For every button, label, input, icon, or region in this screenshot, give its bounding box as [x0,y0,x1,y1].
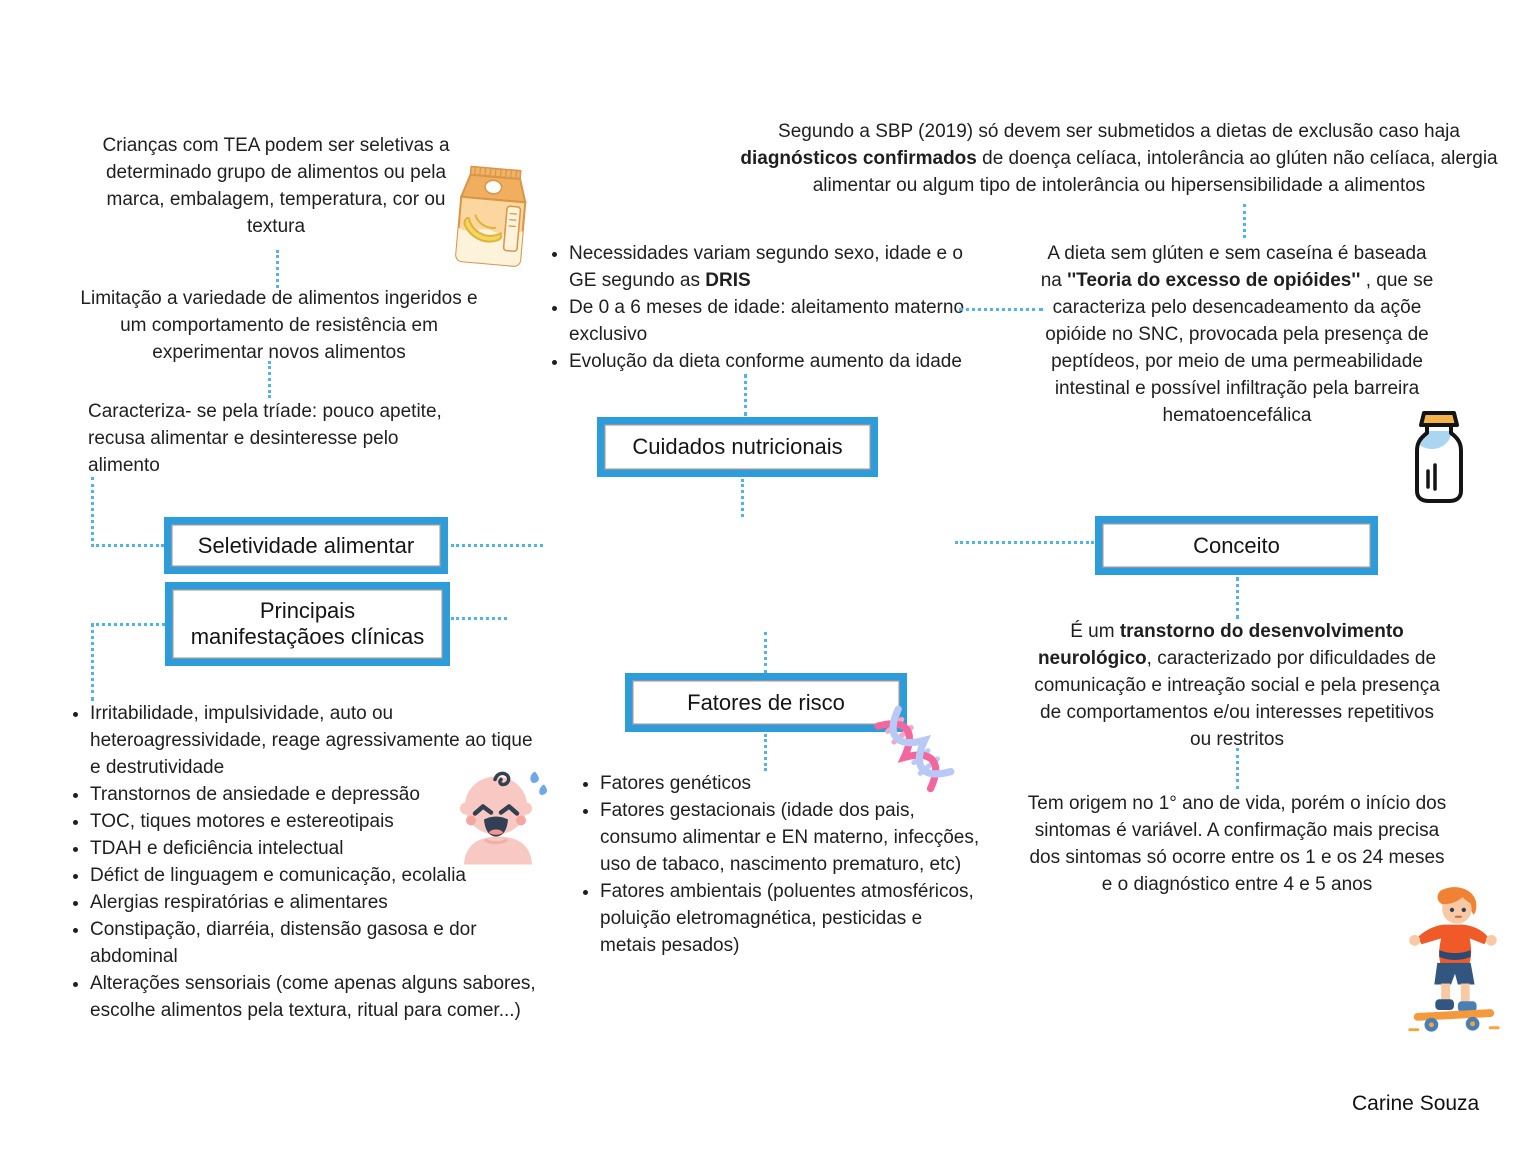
node-seletividade-alimentar: Seletividade alimentar [164,517,448,574]
paragraph-origin: Tem origem no 1° ano de vida, porém o início dos sintomas é variável. A confirmação mais precisa dos sintomas só ocorre entre os 1 e os 24 meses e o diagnóstico entre 4 e 5 anos [1027,793,1447,895]
list-item: Irritabilidade, impulsividade, auto ou heteroagressividade, reage agressivamente ao tique e destrutividade [66,700,536,781]
connector-dotted-horizontal [451,544,543,547]
connector-dotted-vertical [1243,204,1246,238]
list-item: Evolução da dieta conforme aumento da idade [545,348,969,375]
list-item-text: Necessidades variam segundo sexo, idade e o GE segundo as [569,243,963,291]
paragraph-bold: ''Teoria do excesso de opióides'' [1067,270,1361,291]
connector-dotted-vertical [268,361,271,398]
paragraph-text: Segundo a SBP (2019) só devem ser submetidos a dietas de exclusão caso haja [778,121,1460,142]
list-item: De 0 a 6 meses de idade: aleitamento materno exclusivo [545,294,969,348]
boy-on-skateboard-icon [1398,880,1506,1038]
paragraph-bold: transtorno do desenvolvimento neurológico [1037,621,1404,669]
list-item [545,240,969,294]
nutrition-needs-list [545,240,969,375]
paragraph-text: É um [1070,621,1120,642]
connector-dotted-vertical [764,734,767,771]
connector-dotted-vertical [276,250,279,288]
connector-dotted-vertical [1236,748,1239,789]
paragraph-gluten-free-diet [1036,240,1438,429]
author-signature: Carine Souza [1352,1092,1480,1115]
list-item-bold: DRIS [705,270,751,291]
paragraph-bold: diagnósticos confirmados [740,148,977,169]
paragraph-concept [1030,618,1444,753]
list-item: Alergias respiratórias e alimentares [66,889,536,916]
list-item: Constipação, diarréia, distensão gasosa e dor abdominal [66,916,536,970]
connector-dotted-vertical [91,623,94,701]
list-item: TOC, tiques motores e estereotipais [66,808,536,835]
connector-dotted-vertical [741,479,744,517]
connector-dotted-vertical [91,477,94,547]
paragraph-text: , que se caracteriza pelo desencadeamento da açõe opióide no SNC, provocada pela presença de peptídeos, por meio de uma permeabilidade intestinal e possível infiltração pela barreira hematoencefálica [1045,270,1434,426]
connector-dotted-horizontal [91,544,164,547]
paragraph-limitation: Limitação a variedade de alimentos ingeridos e um comportamento de resistência em experimentar novos alimentos [80,288,478,363]
list-item: Défict de linguagem e comunicação, ecolalia [66,862,536,889]
connector-dotted-horizontal [959,308,1043,311]
risk-factors-list [576,770,980,959]
crying-baby-icon [448,758,548,866]
paragraph-text: , caracterizado por dificuldades de comunicação e intreação social e pela presença de comportamentos e/ou interesses repetitivos ou restritos [1034,648,1440,750]
list-item: Fatores genéticos [576,770,980,797]
banana-milk-carton-icon [440,156,544,272]
node-fatores-de-risco: Fatores de risco [625,673,907,732]
paragraph-sbp [740,118,1498,199]
paragraph-tea-selective: Crianças com TEA podem ser seletivas a determinado grupo de alimentos ou pela marca, embalagem, temperatura, cor ou textura [102,135,450,237]
list-item: Fatores ambientais (poluentes atmosféricos, poluição eletromagnética, pesticidas e metais pesados) [576,878,980,959]
connector-dotted-vertical [764,632,767,673]
connector-dotted-vertical [744,374,747,416]
paragraph-text: de doença celíaca, intolerância ao glúten não celíaca, alergia alimentar ou algum tipo de intolerância ou hipersensibilidade a alimentos [812,148,1498,196]
node-conceito: Conceito [1095,516,1378,575]
list-item: Alterações sensoriais (come apenas alguns sabores, escolhe alimentos pela textura, ritual para comer...) [66,970,536,1024]
connector-dotted-horizontal [451,617,507,620]
milk-bottle-icon [1410,407,1468,503]
connector-dotted-vertical [1236,577,1239,619]
list-item: Fatores gestacionais (idade dos pais, consumo alimentar e EN materno, infecções, uso de tabaco, nascimento prematuro, etc) [576,797,980,878]
paragraph-text: A dieta sem glúten e sem caseína é baseada na [1040,243,1427,291]
list-item: Transtornos de ansiedade e depressão [66,781,536,808]
paragraph-triad: Caracteriza- se pela tríade: pouco apetite, recusa alimentar e desinteresse pelo alimento [88,401,442,476]
connector-dotted-horizontal [91,623,165,626]
node-principais-manifestacoes: Principais manifestaçãoes clínicas [165,582,450,666]
list-item: TDAH e deficiência intelectual [66,835,536,862]
node-cuidados-nutricionais: Cuidados nutricionais [597,417,878,477]
connector-dotted-horizontal [955,541,1094,544]
